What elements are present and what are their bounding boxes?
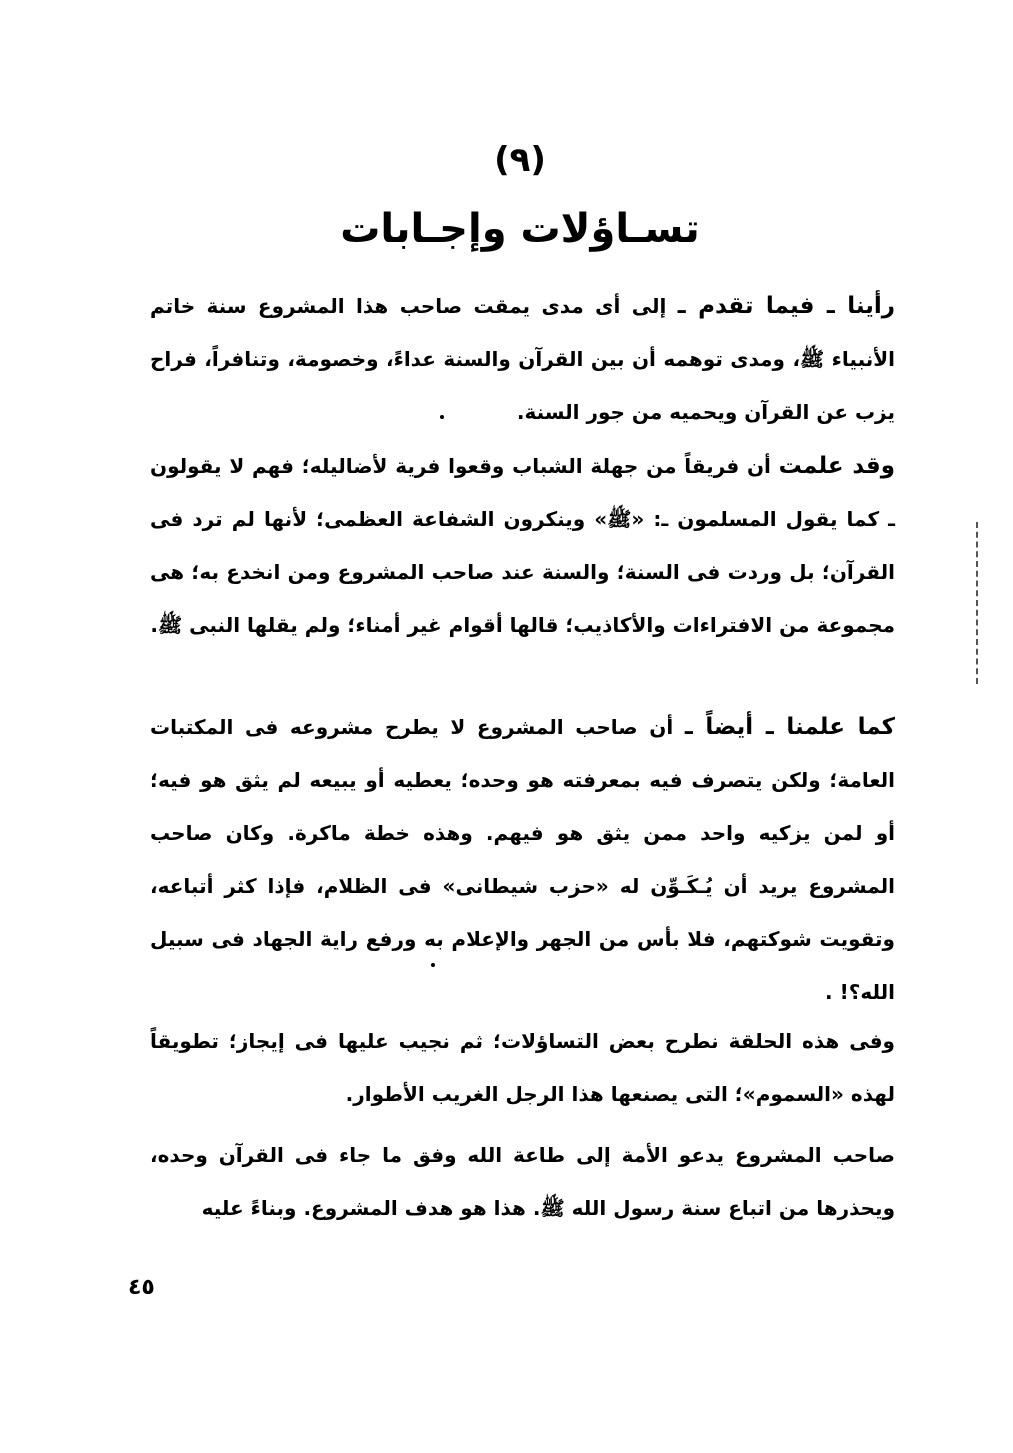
- paragraph-2-text: أن فريقاً من جهلة الشباب وقعوا فرية لأضاليله؛ فهم لا يقولون ـ كما يقول المسلمون ـ: «ﷺ» وينكرون الشفاعة العظمى؛ لأنها لم ترد فى القرآن؛ بل وردت فى السنة؛ والسنة عند صاحب المشروع ومن انخدع به؛ هى مجموعة من الافتراءات والأكاذيب؛ قالها أقوام غير أمناء؛ ولم يقلها النبى ﷺ.: [150, 454, 895, 637]
- paragraph-5: [150, 1129, 895, 1235]
- paragraph-3-lead: كما علمنا ـ أيضاً ـ: [684, 714, 895, 740]
- scan-margin-line: [976, 522, 978, 684]
- paragraph-2-lead: وقد علمت: [778, 453, 895, 479]
- paragraph-4-text: وفى هذه الحلقة نطرح بعض التساؤلات؛ ثم نجيب عليها فى إيجاز؛ تطويقاً لهذه «السموم»؛ التى يصنعها هذا الرجل الغريب الأطوار.: [150, 1029, 895, 1106]
- paragraph-3-text: أن صاحب المشروع لا يطرح مشروعه فى المكتبات العامة؛ ولكن يتصرف فيه بمعرفته هو وحده؛ يعطيه أو يبيعه لم يثق هو فيه؛ أو لمن يزكيه واحد ممن يثق هو فيهم. وهذه خطة ماكرة. وكان صاحب المشروع يريد أن يُـكَـوِّن له «حزب شيطانى» فى الظلام، فإذا كثر أتباعه، وتقويت شوكتهم، فلا بأس من الجهر والإعلام به ورفع راية الجهاد فى سبيل الله؟! .: [150, 715, 895, 1004]
- paragraph-3: [150, 701, 895, 1019]
- chapter-number: (٩): [494, 140, 546, 180]
- paragraph-1-lead: رأينا ـ فيما تقدم ـ: [677, 293, 896, 319]
- ink-dot: [440, 415, 444, 419]
- paragraph-4: [150, 1015, 895, 1121]
- chapter-title: تسـاؤلات وإجـابات: [340, 206, 700, 252]
- paragraph-5-text: صاحب المشروع يدعو الأمة إلى طاعة الله وفق ما جاء فى القرآن وحده، ويحذرها من اتباع سنة رسول الله ﷺ. هذا هو هدف المشروع. وبناءً عليه: [150, 1143, 895, 1220]
- paragraph-1-text: إلى أى مدى يمقت صاحب هذا المشروع سنة خاتم الأنبياء ﷺ، ومدى توهمه أن بين القرآن والسنة عداءً، وخصومة، وتنافراً، فراح يزب عن القرآن ويحميه من جور السنة.: [150, 294, 895, 424]
- paragraph-2: [150, 440, 895, 652]
- page-number: ٤٥: [128, 1275, 155, 1300]
- paragraph-1: [150, 280, 895, 439]
- ink-dot: [431, 963, 435, 967]
